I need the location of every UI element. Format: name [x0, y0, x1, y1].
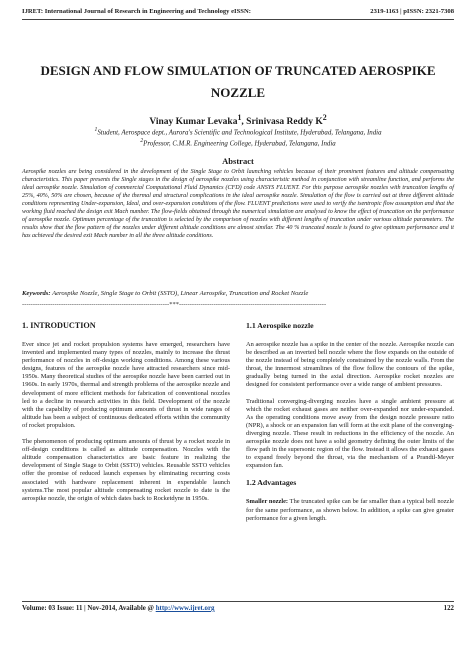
affiliation-text: Student, Aerospace dept., Aurora's Scientific and Technological Institute, Hyderabad, Telangana, India: [97, 129, 382, 137]
keywords-label: Keywords:: [22, 290, 51, 297]
author-list: [22, 113, 454, 127]
paper-title: [22, 60, 454, 104]
journal-issn: 2319-1163 | pISSN: 2321-7308: [370, 8, 454, 15]
left-column: [22, 321, 230, 511]
paragraph: [246, 498, 454, 522]
section-heading: 1. INTRODUCTION: [22, 321, 96, 330]
page-number: 122: [443, 605, 454, 612]
affiliation-text: Professor, C.M.R. Engineering College, Hyderabad, Telangana, India: [143, 140, 336, 148]
footer-volume: [22, 605, 215, 612]
paragraph-text: The truncated spike can be far smaller than a typical bell nozzle for the same performance, as shown below. In addition, a spike can give greater performance for a given length.: [246, 498, 454, 522]
footer-volume-text: Volume: 03 Issue: 11 | Nov-2014, Available @: [22, 605, 156, 612]
title-line-1: DESIGN AND FLOW SIMULATION OF TRUNCATED AEROSPIKE: [40, 63, 436, 78]
journal-link[interactable]: http://www.ijret.org: [155, 605, 215, 612]
keywords: [22, 290, 454, 297]
abstract-body: Aerospike nozzles are being considered in the development of the Single Stage to Orbit launching vehicles because of their prominent features and altitude compensating characteristics. This paper presents the Single stages in the design of aerospike nozzles using characteristic method in conjunction with streamline function, and performs the ideal aerospike nozzle. Simulation of commercial Computational Fluid Dynamics (CFD) code ANSYS FLUENT. For this purpose aerospike nozzles with truncation lengths of 25%, 40%, 50% are chosen, because of the thermal and structural complications in the ideal aerospike nozzle. Simulation of the flow is carried out at three different altitude conditions representing Under-expansion, Ideal, and over-expansion conditions of the flow. FLUENT predictions were used to verify the isentropic flow assumption and that the working fluid reached the design exit Mach number. The flow-fields obtained through the numerical simulation are analysed to know the effect of truncation on the performance of aerospike nozzle. Optimum percentage of the truncation is selected by the comparison of nozzles with different lengths of truncation under various altitude parameters. The results show that the flow pattern of the nozzles under different altitude conditions are almost similar. The 40 % truncated nozzle is found to give optimum performance and it has achieved the desired exit Mach number in all the three altitude conditions.: [22, 169, 454, 240]
paragraph-lead: Smaller nozzle:: [246, 498, 289, 506]
keywords-text: Aerospike Nozzle, Single Stage to Orbit (SSTO), Linear Aerospike, Truncation and Rocket Nozzle: [50, 290, 309, 297]
affiliation: [22, 127, 454, 136]
author-sup: 2: [322, 113, 327, 122]
journal-name: IJRET: International Journal of Research in Engineering and Technology eISSN:: [22, 8, 251, 15]
affiliation: [22, 138, 454, 147]
paragraph: Ever since jet and rocket propulsion systems have emerged, researchers have invented and implemented many types of nozzles, mainly to increase the thrust performance of nozzles in off-design working conditions. Among these various designs, features of the aerospike nozzle have attracted researchers since mid-1950s. Many theoretical studies of the aerospike nozzle have been carried out in 1960s. In early 1970s, thermal and strength problems of the aerospike nozzle and development of more efficient methods for fabrication of conventional nozzles led to a decline in research activities in this field. Development of the nozzle with the capability of producing optimum amounts of thrust in wide ranges of altitude has been a subject of continuous dedicated efforts within the community of rocket propulsion.: [22, 341, 230, 429]
right-column: [246, 321, 454, 531]
footer-rule: [22, 601, 454, 602]
abstract-heading: Abstract: [222, 156, 254, 166]
title-line-2: NOZZLE: [210, 85, 266, 100]
subsection-heading: 1.2 Advantages: [246, 478, 297, 488]
affiliation-sup: 2: [140, 138, 144, 144]
affiliation-sup: 1: [94, 127, 98, 133]
author-separator: ,: [241, 117, 247, 128]
paragraph: The phenomenon of producing optimum amounts of thrust by a rocket nozzle in off-design conditions is called as altitude compensation. Nozzles with the altitude compensation characteristics are basic feature in realizing the development of Single Stage to Orbit (SSTO) vehicles. Reusable SSTO vehicles offer the promise of reduced launch expenses by eliminating recurring costs associated with hardware replacement inherent in expendable launch systems.The most popular altitude compensating rocket nozzle to date is the aerospike nozzle, the origin of which dates back to Rocketdyne in 1950s.: [22, 438, 230, 502]
paragraph: An aerospike nozzle has a spike in the center of the nozzle. Aerospike nozzle can be described as an inverted bell nozzle where the flow expands on the outside of the nozzle instead of being completely constrained by the nozzle walls. From the throat, the innermost streamlines of the flow follow the contours of the spike, gradually being turned in the axial direction. Aerospike rocket nozzles are designed for consistent performance over a wide range of ambient pressures.: [246, 341, 454, 389]
section-separator: --------------------------------------------------------------------***--------------------------------------------------------------------: [22, 301, 327, 308]
header-rule: [22, 19, 454, 20]
paragraph: Traditional converging-diverging nozzles have a single ambient pressure at which the rocket exhaust gases are neither over-expanded nor under-expanded. As the operating conditions move away from the design nozzle pressure ratio (NPR), a shock or an expansion fan will form at the exit plane of the converging-diverging nozzle. These result in reductions in the efficiency of the nozzle. An aerospike nozzle does not have a solid geometry defining the outer limits of the flow path in the supersonic region of the flow. Instead it allows the exhaust gases to expand freely beyond the throat, via the mechanism of a Prandtl-Meyer expansion fan.: [246, 397, 454, 470]
author-name: Vinay Kumar Levaka: [149, 117, 238, 128]
subsection-heading: 1.1 Aerospike nozzle: [246, 321, 314, 330]
author-sup: 1: [237, 113, 242, 122]
author-name: Srinivasa Reddy K: [246, 117, 323, 128]
